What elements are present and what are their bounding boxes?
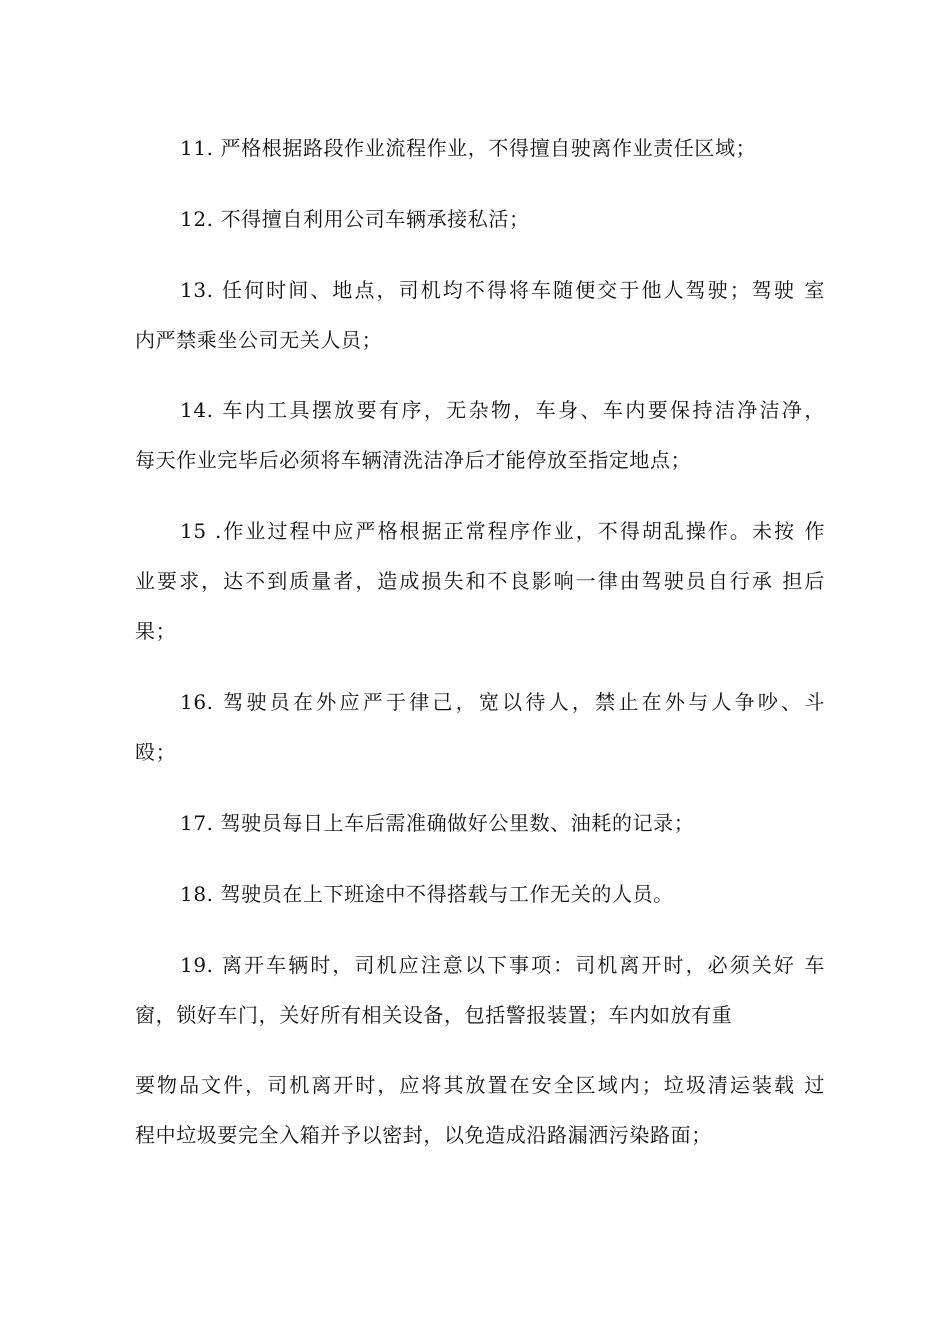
item-15-line-2: 业要求，达不到质量者，造成损失和不良影响一律由驾驶员自行承 担后: [135, 569, 825, 593]
item-16-line-1: 16. 驾驶员在外应严于律己，宽以待人，禁止在外与人争吵、斗: [180, 690, 825, 714]
item-19-line-2: 窗，锁好车门，关好所有相关设备，包括警报装置；车内如放有重: [135, 1003, 733, 1027]
item-17-line-1: 17. 驾驶员每日上车后需准确做好公里数、油耗的记录；: [180, 811, 695, 835]
item-19-line-4: 程中垃圾要完全入箱并予以密封，以免造成沿路漏洒污染路面；: [135, 1123, 712, 1147]
item-11-line-1: 11. 严格根据路段作业流程作业，不得擅自驶离作业责任区域；: [180, 136, 757, 160]
item-15-line-1: 15 .作业过程中应严格根据正常程序作业，不得胡乱操作。未按 作: [180, 519, 825, 543]
item-12-line-1: 12. 不得擅自利用公司车辆承接私活；: [180, 207, 530, 231]
item-19-line-3: 要物品文件，司机离开时，应将其放置在安全区域内；垃圾清运装载 过: [135, 1073, 825, 1097]
item-14-line-2: 每天作业完毕后必须将车辆清洗洁净后才能停放至指定地点；: [135, 448, 692, 472]
item-18-line-1: 18. 驾驶员在上下班途中不得搭载与工作无关的人员。: [180, 882, 674, 906]
item-15-line-3: 果；: [135, 619, 177, 643]
item-19-line-1: 19. 离开车辆时，司机应注意以下事项：司机离开时，必须关好 车: [180, 953, 825, 977]
item-13-line-1: 13. 任何时间、地点，司机均不得将车随便交于他人驾驶；驾驶 室: [180, 278, 825, 302]
item-16-line-2: 殴；: [135, 740, 177, 764]
item-14-line-1: 14. 车内工具摆放要有序，无杂物，车身、车内要保持洁净洁净，: [180, 398, 825, 422]
item-13-line-2: 内严禁乘坐公司无关人员；: [135, 328, 383, 352]
